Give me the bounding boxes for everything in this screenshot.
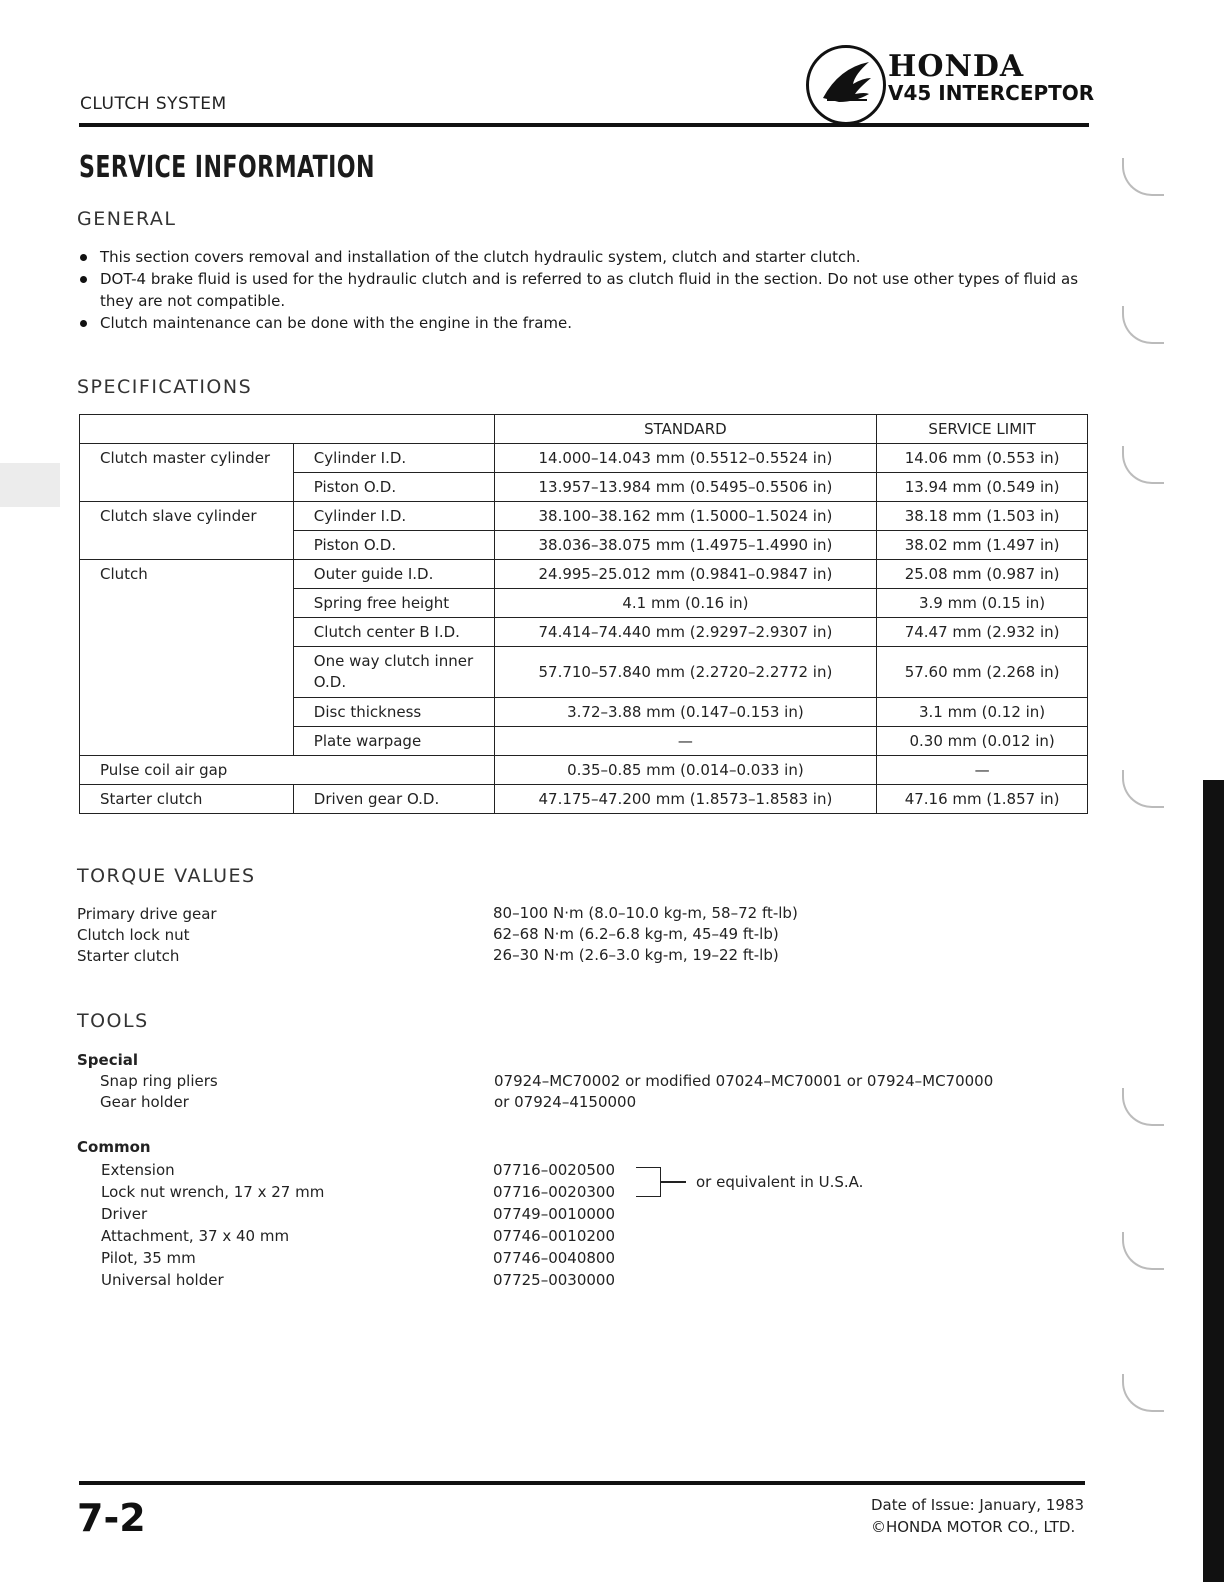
standard-cell: — [494,727,877,756]
equivalent-bracket [636,1167,661,1197]
special-tool-numbers [494,1071,993,1113]
limit-cell: 74.47 mm (2.932 in) [877,618,1088,647]
table-row [80,560,1088,589]
standard-cell: 13.957–13.984 mm (0.5495–0.5506 in) [494,473,877,502]
item-cell: Disc thickness [293,698,494,727]
limit-cell: 0.30 mm (0.012 in) [877,727,1088,756]
page-number: 7-2 [77,1496,146,1540]
wing-emblem-icon [806,45,886,125]
torque-name: Primary drive gear [77,905,217,923]
tool-number: 07716–0020300 [493,1183,616,1201]
standard-cell: 0.35–0.85 mm (0.014–0.033 in) [494,756,877,785]
copyright: ©HONDA MOTOR CO., LTD. [870,1518,1076,1536]
tool-name: Universal holder [101,1271,224,1289]
specifications-table [79,414,1088,814]
standard-cell: 38.100–38.162 mm (1.5000–1.5024 in) [494,502,877,531]
header-rule [79,123,1089,127]
torque-name: Clutch lock nut [77,926,190,944]
honda-logo [806,45,1096,125]
torque-values [493,903,798,966]
limit-cell: 14.06 mm (0.553 in) [877,444,1088,473]
tool-number: 07725–0030000 [493,1271,616,1289]
torque-value: 26–30 N·m (2.6–3.0 kg-m, 19–22 ft-lb) [493,946,779,964]
specifications-heading: SPECIFICATIONS [77,376,253,398]
binder-ring-mark [1122,1374,1164,1412]
bullet-item: DOT-4 brake fluid is used for the hydraulic clutch and is referred to as clutch fluid in the section. Do not use other types of fluid as they are not compatible. [80,268,1090,312]
equivalent-note: or equivalent in U.S.A. [696,1173,864,1191]
binder-ring-mark [1122,158,1164,196]
item-cell: Clutch center B I.D. [293,618,494,647]
item-cell: Piston O.D. [293,531,494,560]
section-label: CLUTCH SYSTEM [80,94,227,114]
limit-cell: 25.08 mm (0.987 in) [877,560,1088,589]
binder-ring-mark [1122,1232,1164,1270]
page-title: SERVICE INFORMATION [79,150,375,185]
bullet-item: Clutch maintenance can be done with the engine in the frame. [80,312,1090,334]
item-cell: Cylinder I.D. [293,502,494,531]
limit-cell: 57.60 mm (2.268 in) [877,647,1088,698]
standard-cell: 24.995–25.012 mm (0.9841–0.9847 in) [494,560,877,589]
scan-edge-strip [1203,780,1224,1582]
tool-name: Attachment, 37 x 40 mm [101,1227,290,1245]
torque-value: 62–68 N·m (6.2–6.8 kg-m, 45–49 ft-lb) [493,925,779,943]
footer-info [871,1494,1084,1538]
tool-name: Driver [101,1205,148,1223]
torque-name: Starter clutch [77,947,180,965]
equivalent-bracket-line [660,1181,686,1183]
brand-name: HONDA [888,49,1025,84]
binder-ring-mark [1122,306,1164,344]
footer-rule [79,1481,1085,1485]
standard-cell: 74.414–74.440 mm (2.9297–2.9307 in) [494,618,877,647]
standard-cell: 3.72–3.88 mm (0.147–0.153 in) [494,698,877,727]
standard-cell: 57.710–57.840 mm (2.2720–2.2772 in) [494,647,877,698]
tool-number: 07746–0010200 [493,1227,616,1245]
tool-number: 07746–0040800 [493,1249,616,1267]
item-cell: Outer guide I.D. [293,560,494,589]
tool-name: Lock nut wrench, 17 x 27 mm [101,1183,325,1201]
column-header-standard: STANDARD [494,415,877,444]
tool-name: Pilot, 35 mm [101,1249,196,1267]
item-cell: One way clutch inner O.D. [293,647,494,698]
limit-cell: 3.9 mm (0.15 in) [877,589,1088,618]
special-label: Special [77,1051,139,1069]
standard-cell: 4.1 mm (0.16 in) [494,589,877,618]
special-tools [100,1071,218,1113]
group-label: Clutch slave cylinder [80,502,294,560]
standard-cell: 47.175–47.200 mm (1.8573–1.8583 in) [494,785,877,814]
common-tool-numbers [493,1159,615,1291]
tool-name: Snap ring pliers [100,1072,218,1090]
table-header-row [80,415,1088,444]
column-header-service-limit: SERVICE LIMIT [877,415,1088,444]
standard-cell: 14.000–14.043 mm (0.5512–0.5524 in) [494,444,877,473]
group-label: Clutch [80,560,294,756]
general-heading: GENERAL [77,208,177,230]
limit-cell: 3.1 mm (0.12 in) [877,698,1088,727]
limit-cell: 47.16 mm (1.857 in) [877,785,1088,814]
bullet-item: This section covers removal and installation of the clutch hydraulic system, clutch and starter clutch. [80,246,1090,268]
table-row [80,785,1088,814]
tool-number: or 07924–4150000 [494,1093,637,1111]
group-label: Clutch master cylinder [80,444,294,502]
binder-ring-mark [1122,770,1164,808]
item-cell: Spring free height [293,589,494,618]
tool-number: 07749–0010000 [493,1205,616,1223]
tool-number: 07716–0020500 [493,1161,616,1179]
torque-names [77,904,217,967]
table-row [80,502,1088,531]
binder-ring-mark [1122,1088,1164,1126]
issue-date: Date of Issue: January, 1983 [870,1496,1084,1514]
table-header-blank [80,415,495,444]
limit-cell: — [877,756,1088,785]
table-row [80,444,1088,473]
tools-heading: TOOLS [77,1010,149,1032]
standard-cell: 38.036–38.075 mm (1.4975–1.4990 in) [494,531,877,560]
group-label: Pulse coil air gap [80,756,495,785]
limit-cell: 38.02 mm (1.497 in) [877,531,1088,560]
binder-ring-mark [1122,446,1164,484]
torque-value: 80–100 N·m (8.0–10.0 kg-m, 58–72 ft-lb) [493,904,798,922]
tool-number: 07924–MC70002 or modified 07024–MC70001 or 07924–MC70000 [494,1072,994,1090]
limit-cell: 13.94 mm (0.549 in) [877,473,1088,502]
item-cell: Cylinder I.D. [293,444,494,473]
table-row [80,756,1088,785]
common-tools [101,1159,324,1291]
model-name: V45 INTERCEPTOR [888,81,1095,105]
section-tab-mark [0,463,60,507]
tool-name: Extension [101,1161,175,1179]
item-cell: Piston O.D. [293,473,494,502]
group-label: Starter clutch [80,785,294,814]
tool-name: Gear holder [100,1093,189,1111]
common-label: Common [77,1138,151,1156]
limit-cell: 38.18 mm (1.503 in) [877,502,1088,531]
general-bullets [80,246,1090,334]
item-cell: Driven gear O.D. [293,785,494,814]
item-cell: Plate warpage [293,727,494,756]
torque-heading: TORQUE VALUES [77,865,256,887]
